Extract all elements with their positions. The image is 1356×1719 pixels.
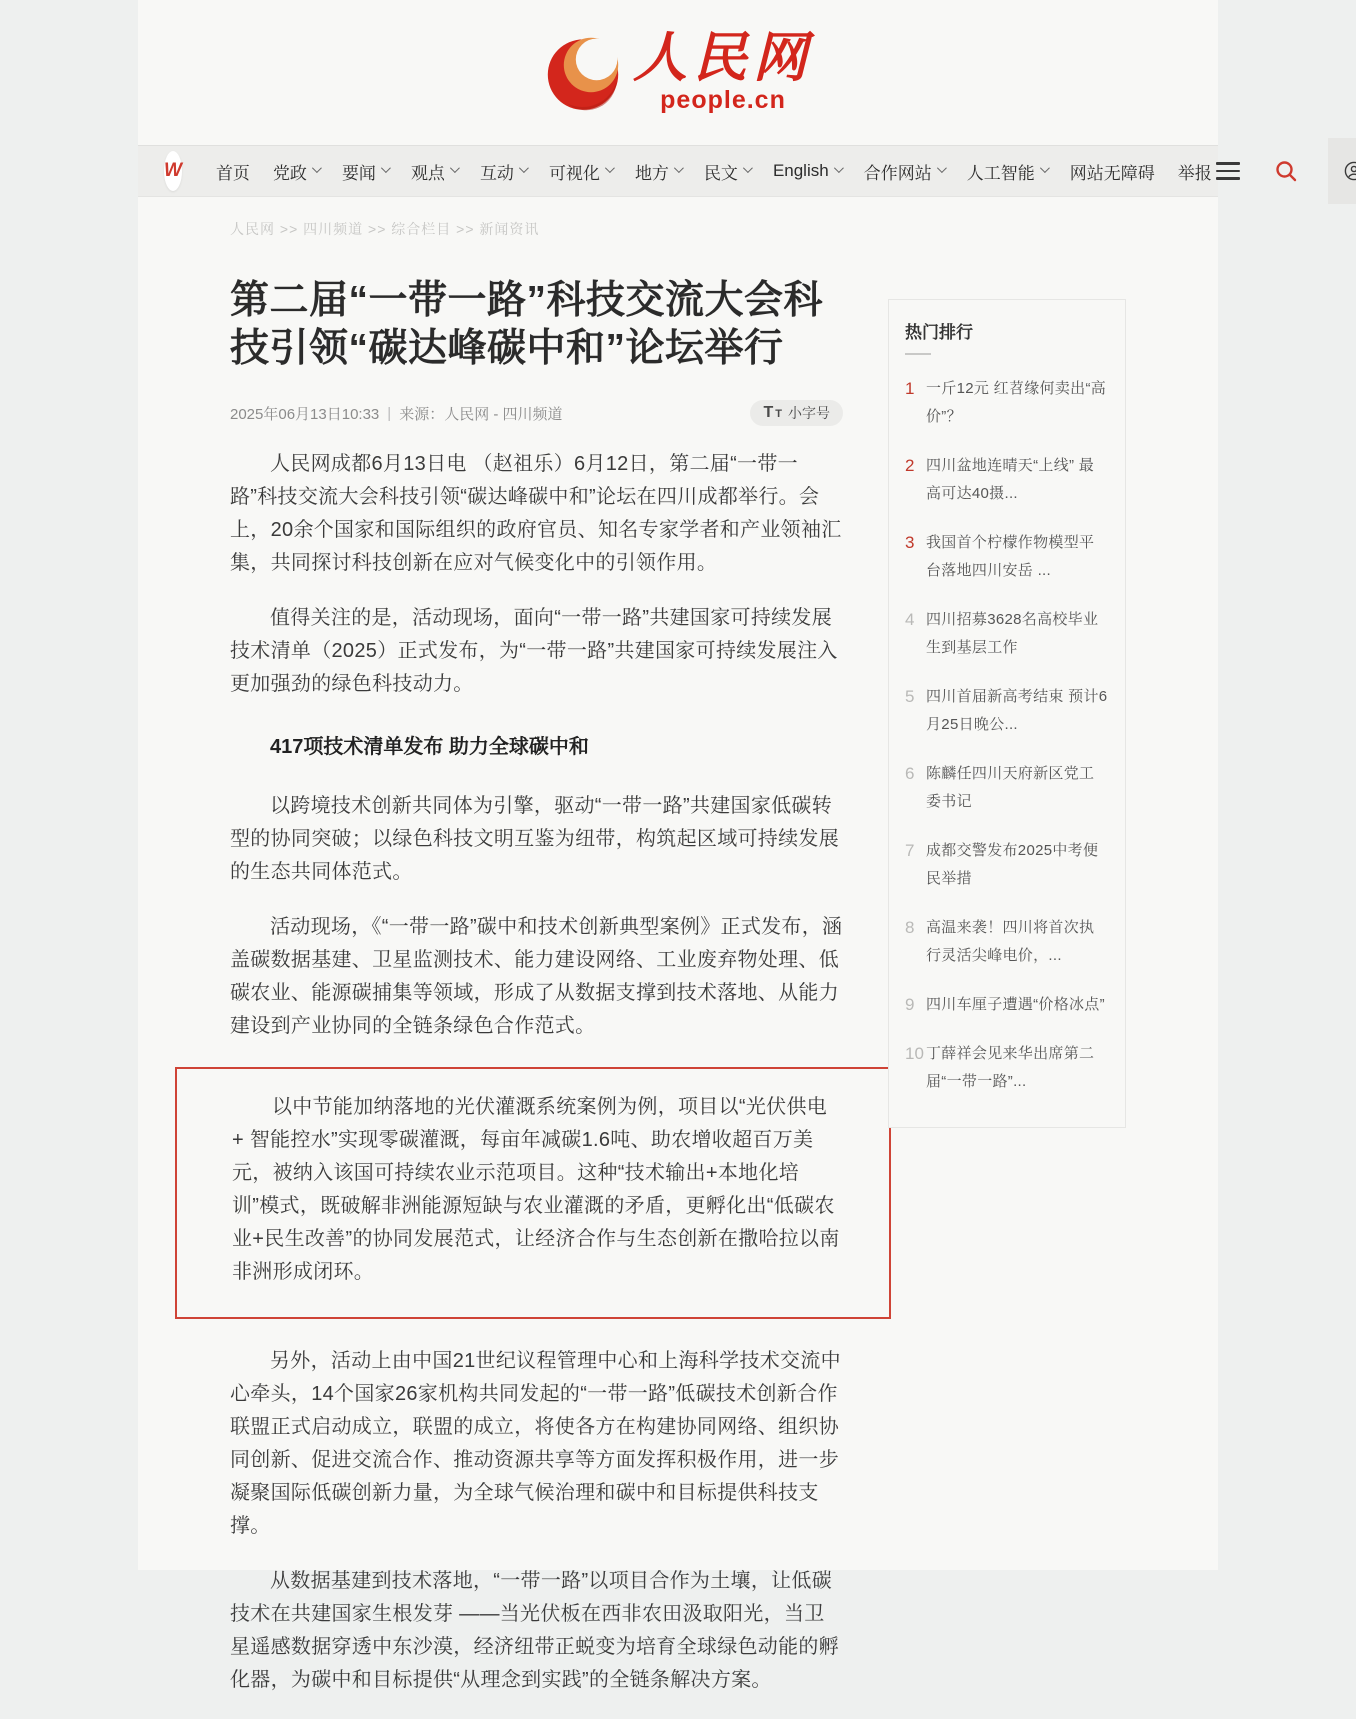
hot-rank: 7 — [905, 841, 915, 860]
chevron-down-icon — [312, 163, 322, 173]
hot-rank: 9 — [905, 995, 915, 1014]
nav-item-hezuowangzhan[interactable]: 合作网站 — [864, 159, 944, 184]
hot-rank: 6 — [905, 764, 915, 783]
hot-ranking-panel — [888, 299, 1126, 1128]
font-button-label: 小字号 — [788, 404, 830, 421]
nav-item-home[interactable]: 首页 — [215, 163, 250, 183]
article-paragraph: 以跨境技术创新共同体为引擎，驱动“一带一路”共建国家低碳转型的协同突破；以绿色科技文明互鉴为纽带，构筑起区域可持续发展的生态共同体范式。 — [230, 795, 839, 884]
nav-item-minwen[interactable]: 民文 — [704, 159, 750, 184]
divider — [905, 353, 931, 355]
site-header — [138, 0, 1218, 145]
hot-item-text: 四川车厘子遭遇“价格冰点” — [926, 996, 1105, 1013]
hot-list-item[interactable] — [905, 1040, 1109, 1096]
hot-list-item[interactable] — [905, 991, 1109, 1019]
w-logo-icon[interactable]: W — [164, 151, 182, 191]
hot-rank: 5 — [905, 687, 915, 706]
article-date: 2025年06月13日10:33 — [230, 405, 380, 423]
article — [230, 277, 843, 1719]
people-logo[interactable] — [543, 27, 813, 116]
hot-ranking-title: 热门排行 — [905, 323, 973, 342]
hot-item-text: 四川盆地连晴天“上线” 最高可达40摄... — [926, 457, 1095, 502]
nav-item-yaowen[interactable]: 要闻 — [342, 159, 388, 184]
meta-separator: | — [387, 404, 392, 422]
hot-item-text: 四川首届新高考结束 预计6月25日晚公... — [926, 688, 1108, 733]
logo-en-text: people.cn — [660, 86, 786, 115]
source-label: 来源： — [399, 405, 445, 423]
hot-item-text: 高温来袭！四川将首次执行灵活尖峰电价，... — [926, 919, 1095, 964]
logo-text — [633, 27, 813, 116]
logo-cn-text: 人民网 — [633, 27, 813, 88]
nav-item-jubao[interactable]: 举报 — [1177, 163, 1212, 183]
nav-item-guandian[interactable]: 观点 — [411, 159, 457, 184]
nav-item-wuzhangai[interactable]: 网站无障碍 — [1069, 163, 1155, 183]
hot-rank: 2 — [905, 456, 915, 475]
hot-list-item[interactable] — [905, 529, 1109, 585]
nav-right-group — [1212, 138, 1356, 204]
people-ball-icon — [543, 33, 623, 113]
hot-list-item[interactable] — [905, 452, 1109, 508]
chevron-down-icon — [743, 163, 753, 173]
chevron-down-icon — [450, 163, 460, 173]
nav-item-rengongzhineng[interactable]: 人工智能 — [967, 159, 1047, 184]
hot-item-text: 成都交警发布2025中考便民举措 — [926, 842, 1099, 887]
nav-item-difang[interactable]: 地方 — [635, 159, 681, 184]
hot-list-item[interactable] — [905, 914, 1109, 970]
chevron-down-icon — [937, 163, 947, 173]
chevron-down-icon — [381, 163, 391, 173]
hot-rank: 4 — [905, 610, 915, 629]
nav-item-keshihua[interactable]: 可视化 — [549, 159, 612, 184]
article-paragraph: 值得关注的是，活动现场，面向“一带一路”共建国家可持续发展技术清单（2025）正式发布，为“一带一路”共建国家可持续发展注入更加强劲的绿色科技动力。 — [230, 607, 838, 696]
hot-rank: 8 — [905, 918, 915, 937]
article-meta — [230, 400, 843, 426]
font-small-icon: T — [775, 407, 782, 420]
chevron-down-icon — [834, 163, 844, 173]
highlighted-paragraph: 以中节能加纳落地的光伏灌溉系统案例为例，项目以“光伏供电 + 智能控水”实现零碳灌溉，每亩年减碳1.6吨、助农增收超百万美元，被纳入该国可持续农业示范项目。这种“技术输出+本地化培训”模式，既破解非洲能源短缺与农业灌溉的矛盾，更孵化出“低碳农业+民生改善”的协同发展范式，让经济合作与生态创新在撒哈拉以南非洲形成闭环。 — [232, 1096, 840, 1284]
main-nav — [138, 145, 1218, 197]
chevron-down-icon — [605, 163, 615, 173]
hot-rank: 10 — [905, 1044, 924, 1063]
hot-item-text: 我国首个柠檬作物模型平台落地四川安岳 ... — [926, 534, 1095, 579]
nav-list — [216, 159, 1212, 184]
breadcrumb[interactable]: 人民网 >> 四川频道 >> 综合栏目 >> 新闻资讯 — [230, 221, 540, 237]
article-paragraph: 活动现场，《“一带一路”碳中和技术创新典型案例》正式发布，涵盖碳数据基建、卫星监测技术、能力建设网络、工业废弃物处理、低碳农业、能源碳捕集等领域，形成了从数据支撑到技术落地、从能力建设到产业协同的全链条绿色合作范式。 — [230, 916, 843, 1038]
hot-list-item[interactable] — [905, 760, 1109, 816]
sidebar — [888, 299, 1126, 1128]
hot-list-item[interactable] — [905, 837, 1109, 893]
menu-icon[interactable] — [1212, 158, 1244, 184]
font-large-icon: T — [763, 404, 774, 422]
hot-item-text: 陈麟任四川天府新区党工委书记 — [926, 765, 1095, 810]
highlighted-annotation-box — [175, 1067, 891, 1319]
article-paragraph: 人民网成都6月13日电 （赵祖乐）6月12日，第二届“一带一路”科技交流大会科技引领“碳达峰碳中和”论坛在四川成都举行。会上，20余个国家和国际组织的政府官员、知名专家学者和产业领袖汇集，共同探讨科技创新在应对气候变化中的引领作用。 — [230, 453, 842, 575]
hot-list-item[interactable] — [905, 683, 1109, 739]
hot-list — [905, 375, 1109, 1096]
hot-rank: 1 — [905, 379, 915, 398]
page-title: 第二届“一带一路”科技交流大会科技引领“碳达峰碳中和”论坛举行 — [230, 279, 824, 370]
article-source[interactable]: 人民网 - 四川频道 — [444, 405, 563, 423]
nav-item-english[interactable]: English — [773, 161, 841, 181]
article-body — [230, 448, 843, 1697]
chevron-down-icon — [1040, 163, 1050, 173]
article-subheading: 417项技术清单发布 助力全球碳中和 — [270, 736, 589, 759]
hot-item-text: 丁薛祥会见来华出席第二届“一带一路”... — [926, 1045, 1095, 1090]
font-size-button[interactable] — [750, 400, 843, 426]
chevron-down-icon — [519, 163, 529, 173]
chevron-down-icon — [674, 163, 684, 173]
nav-item-hudong[interactable]: 互动 — [480, 159, 526, 184]
article-paragraph: 另外，活动上由中国21世纪议程管理中心和上海科学技术交流中心牵头，14个国家26家机构共同发起的“一带一路”低碳技术创新合作联盟正式启动成立，联盟的成立，将使各方在构建协同网络、组织协同创新、促进交流合作、推动资源共享等方面发挥积极作用，进一步凝聚国际低碳创新力量，为全球气候治理和碳中和目标提供科技支撑。 — [230, 1350, 841, 1538]
user-icon — [1344, 161, 1356, 181]
hot-item-text: 一斤12元 红苕缘何卖出“高价”？ — [926, 380, 1107, 425]
hot-list-item[interactable] — [905, 375, 1109, 431]
hot-list-item[interactable] — [905, 606, 1109, 662]
hot-item-text: 四川招募3628名高校毕业生到基层工作 — [926, 611, 1099, 656]
article-paragraph: 从数据基建到技术落地，“一带一路”以项目合作为土壤，让低碳技术在共建国家生根发芽 ——当光伏板在西非农田汲取阳光，当卫星遥感数据穿透中东沙漠，经济纽带正蜕变为培育全球绿色动能的孵化器，为碳中和目标提供“从理念到实践”的全链条解决方案。 — [230, 1570, 839, 1692]
page — [138, 0, 1218, 1692]
nav-item-dangzheng[interactable]: 党政 — [273, 159, 319, 184]
search-icon[interactable] — [1274, 159, 1298, 183]
login-button[interactable] — [1328, 138, 1356, 204]
hot-rank: 3 — [905, 533, 915, 552]
